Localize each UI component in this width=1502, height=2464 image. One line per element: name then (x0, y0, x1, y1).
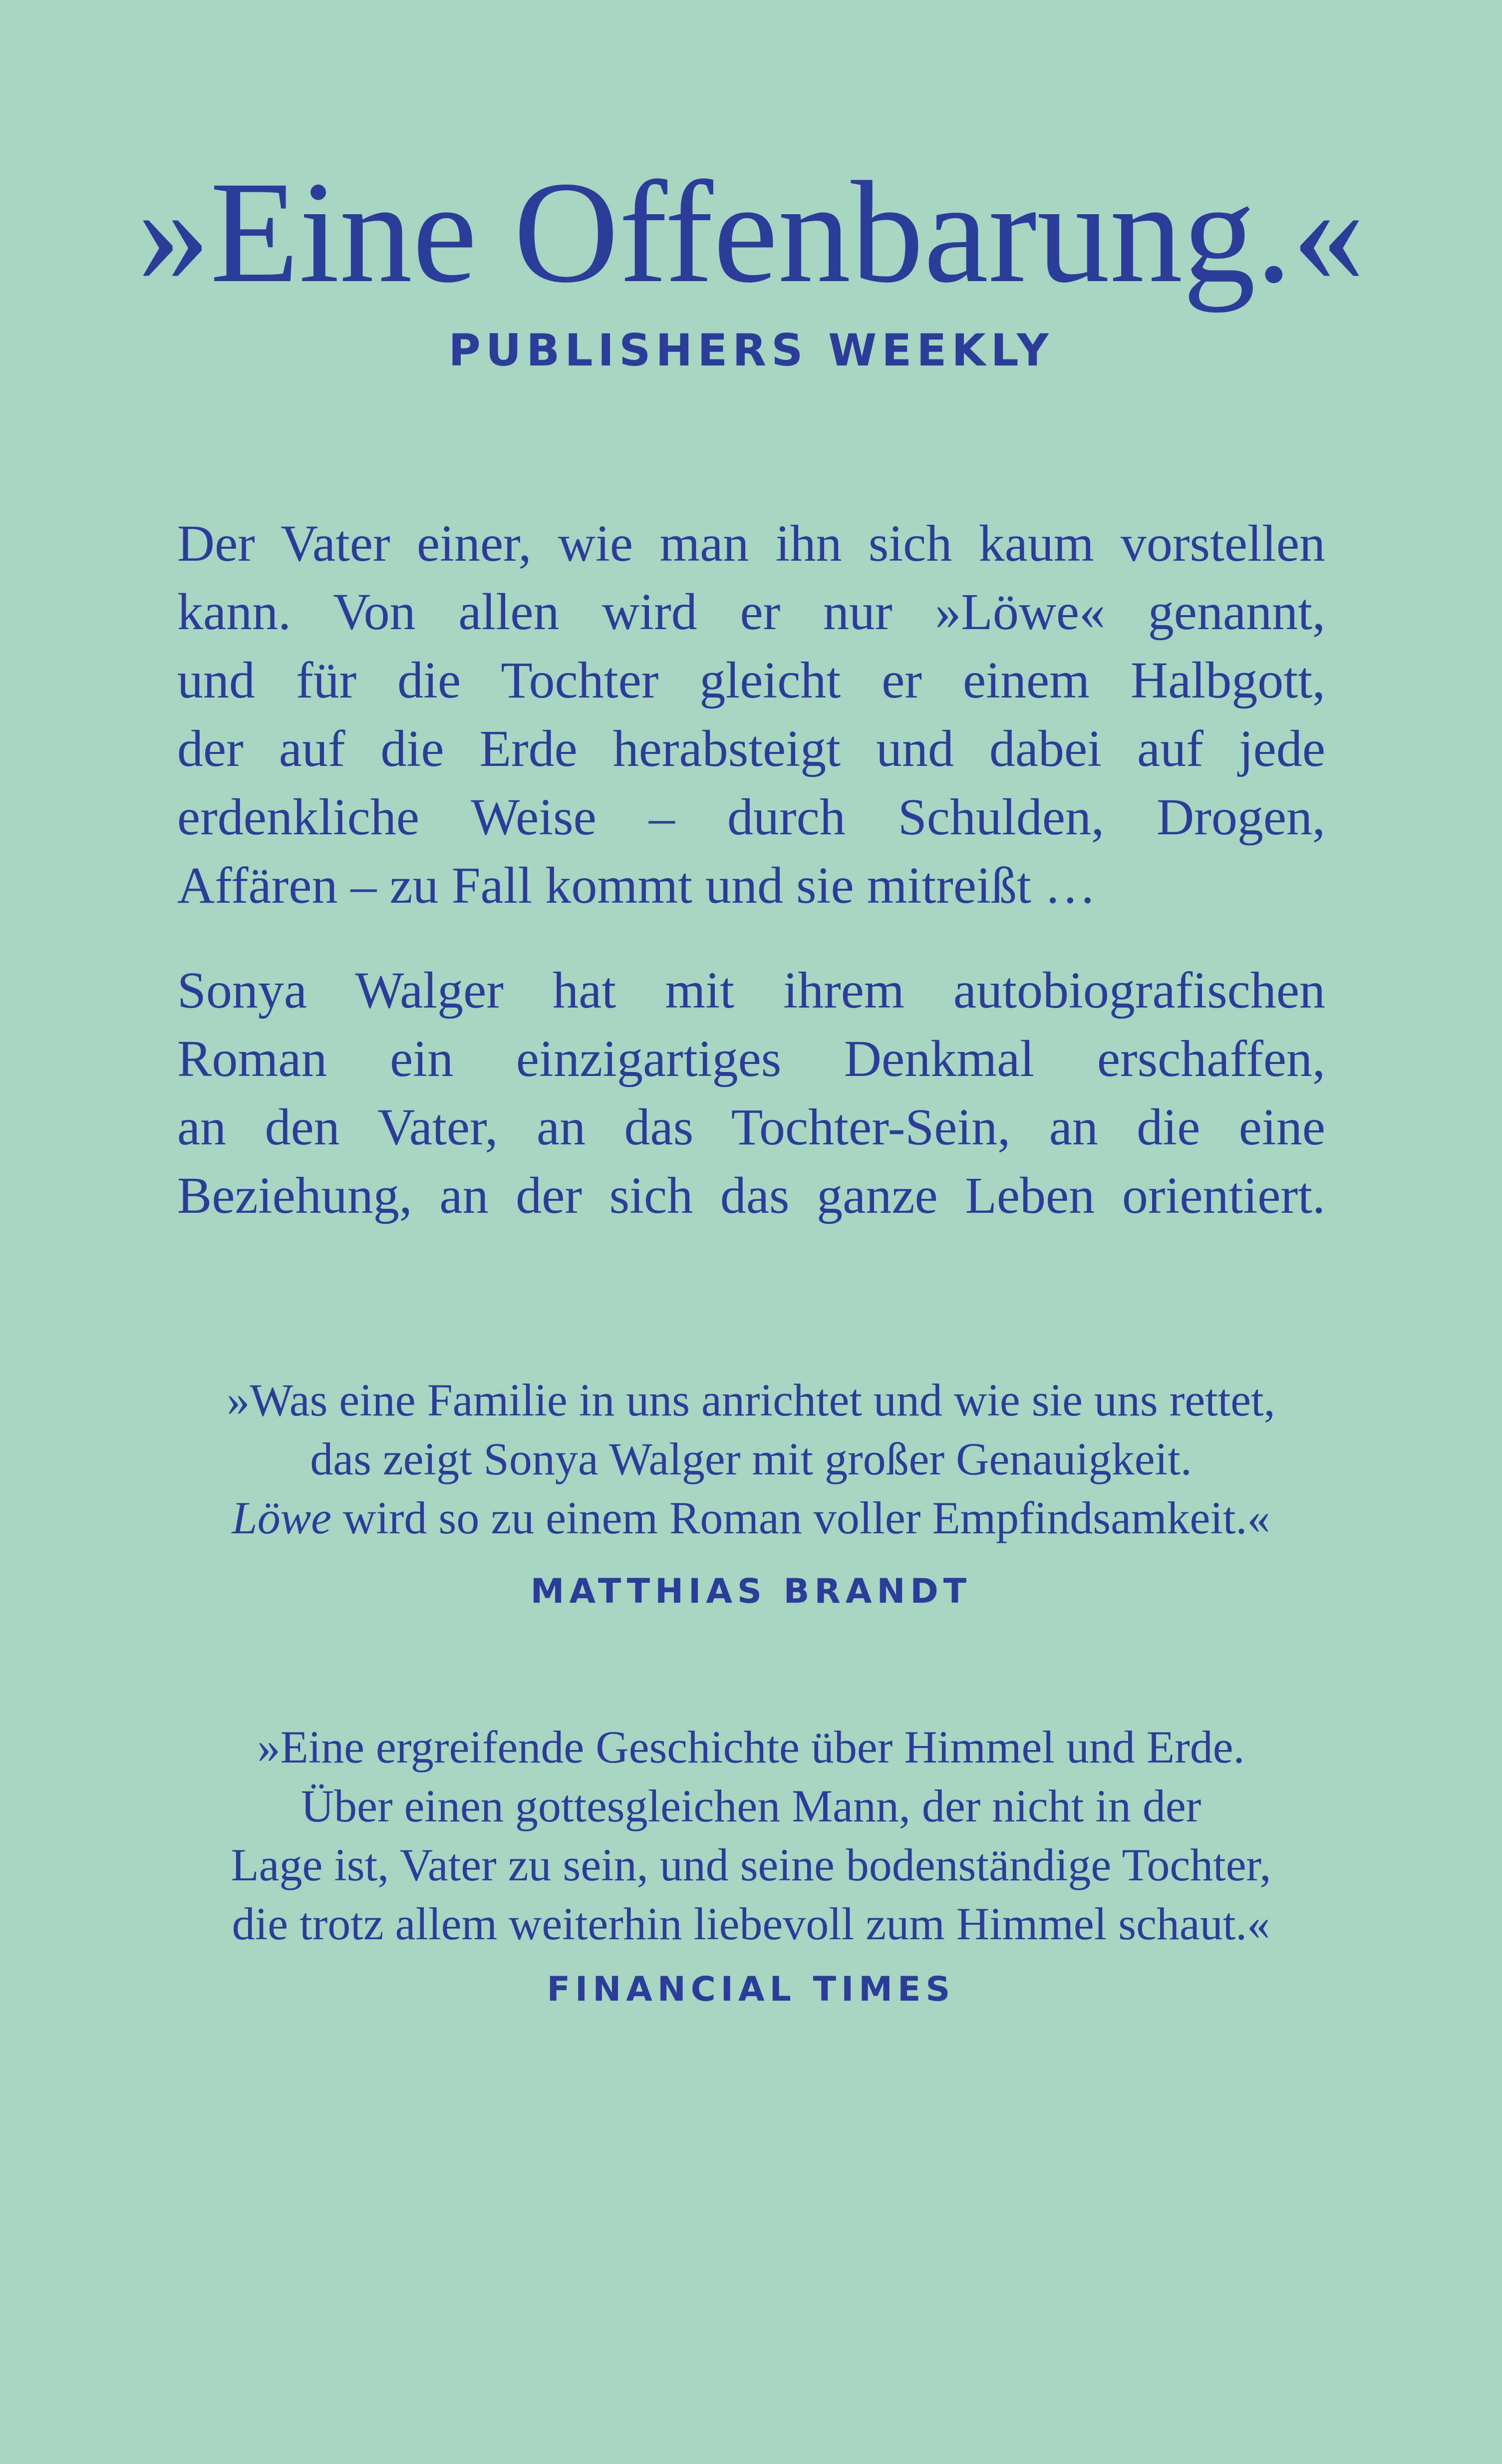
blurb-line: kann. Von allen wird er nur »Löwe« genannt, (177, 583, 1325, 641)
review-quote-2 (0, 1718, 1502, 1953)
blurb-line: erdenkliche Weise – durch Schulden, Drogen, (177, 788, 1325, 846)
quote-line: »Was eine Familie in uns anrichtet und wie sie uns rettet, (227, 1375, 1275, 1425)
review-source-2: FINANCIAL TIMES (547, 1970, 955, 2009)
blurb-line: und für die Tochter gleicht er einem Halbgott, (177, 652, 1325, 709)
blurb-line: Affären – zu Fall kommt und sie mitreißt … (177, 857, 1096, 914)
headline-quote: »Eine Offenbarung.« (137, 152, 1365, 313)
blurb-line: Sonya Walger hat mit ihrem autobiografischen (177, 962, 1325, 1019)
quote-line: Über einen gottesgleichen Mann, der nicht in der (300, 1780, 1202, 1831)
blurb-paragraph-1 (177, 509, 1325, 920)
quote-line (0, 1488, 1502, 1547)
headline-source: PUBLISHERS WEEKLY (448, 325, 1054, 376)
review-quote-1 (0, 1371, 1502, 1547)
quote-line: »Eine ergreifende Geschichte über Himmel und Erde. (257, 1722, 1245, 1772)
blurb-line: Beziehung, an der sich das ganze Leben orientiert. (177, 1167, 1325, 1224)
blurb-line: der auf die Erde herabsteigt und dabei auf jede (177, 720, 1325, 777)
quote-line: Lage ist, Vater zu sein, und seine bodenständige Tochter, (231, 1839, 1271, 1890)
book-title-italic: Löwe (232, 1492, 331, 1543)
quote-line-rest: wird so zu einem Roman voller Empfindsamkeit.« (331, 1492, 1270, 1543)
quote-line: die trotz allem weiterhin liebevoll zum Himmel schaut.« (232, 1898, 1270, 1949)
blurb-line: an den Vater, an das Tochter-Sein, an die eine (177, 1098, 1325, 1156)
review-source-1: MATTHIAS BRANDT (530, 1572, 972, 1611)
quote-line: das zeigt Sonya Walger mit großer Genauigkeit. (310, 1433, 1192, 1484)
blurb-line: Der Vater einer, wie man ihn sich kaum vorstellen (177, 515, 1325, 572)
blurb-paragraph-2 (177, 956, 1325, 1230)
blurb-line: Roman ein einzigartiges Denkmal erschaffen, (177, 1030, 1325, 1087)
